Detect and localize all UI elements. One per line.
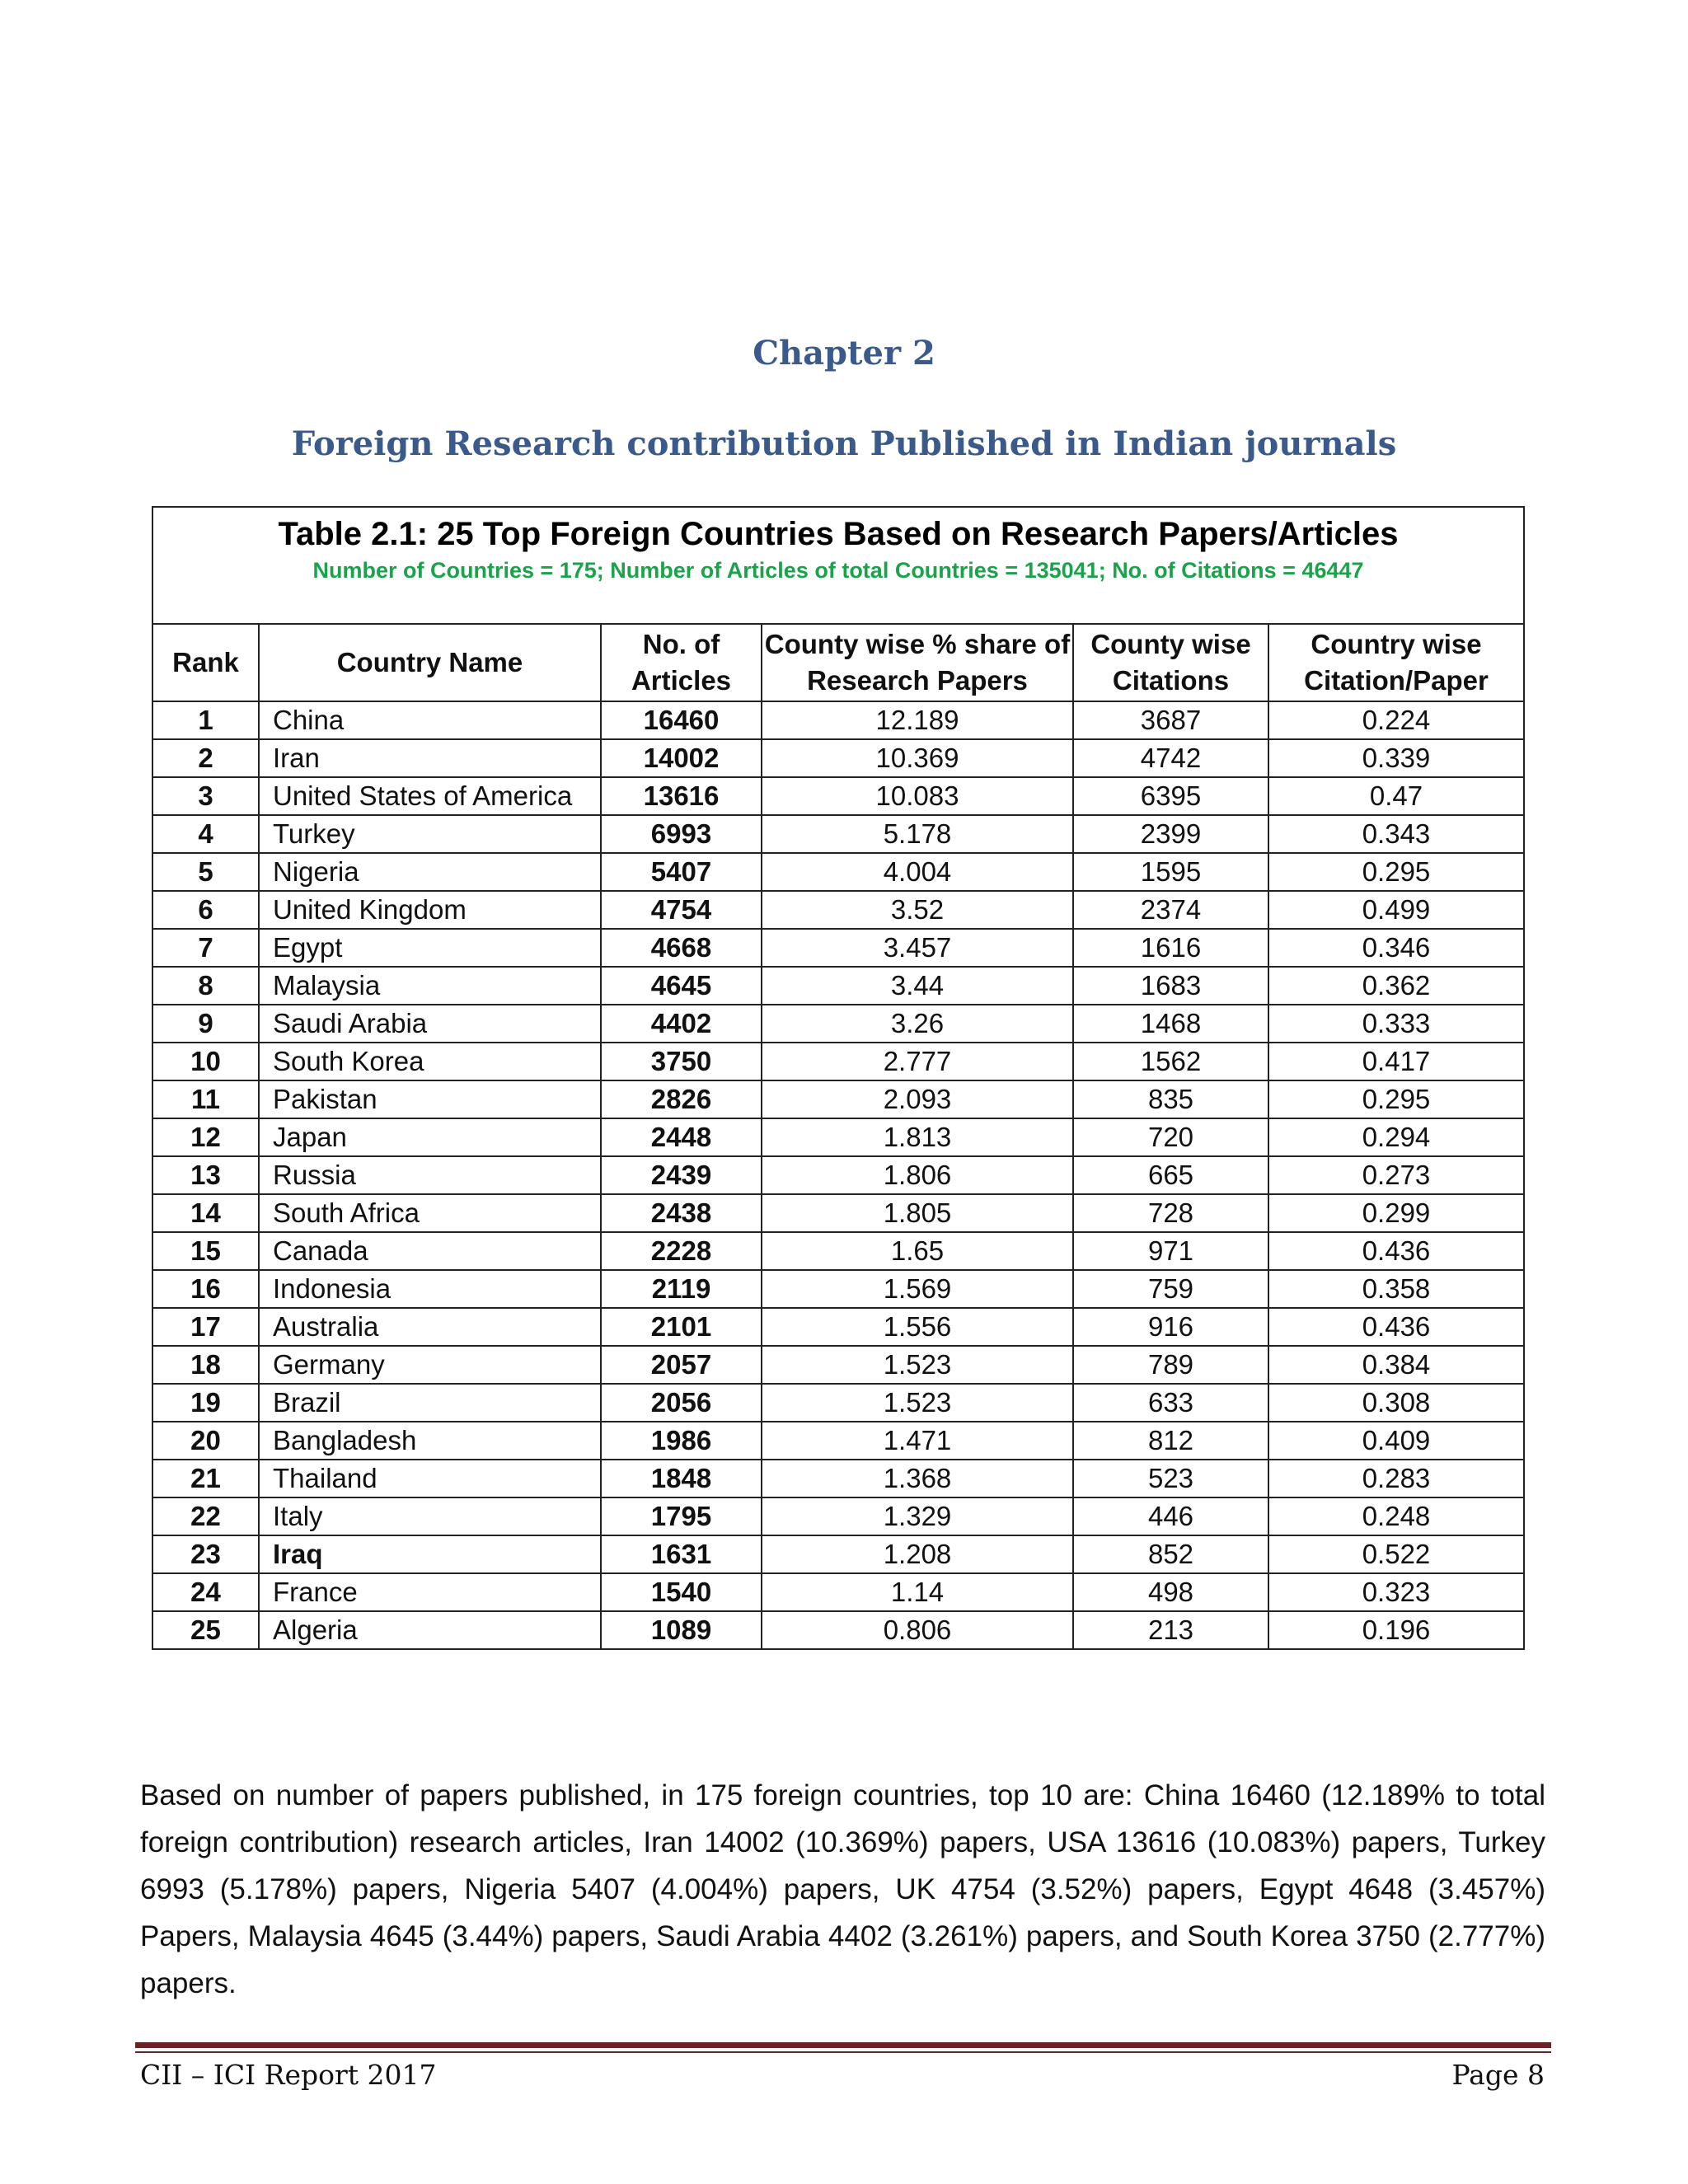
cell-share: 1.523 <box>762 1346 1073 1384</box>
cell-citation-per-paper: 0.362 <box>1268 967 1523 1005</box>
cell-share: 2.777 <box>762 1043 1073 1080</box>
table-body <box>153 701 1523 1648</box>
table-row <box>153 967 1523 1005</box>
cell-share: 1.14 <box>762 1573 1073 1611</box>
cell-rank: 13 <box>153 1156 259 1194</box>
chapter-heading: Chapter 2 <box>753 334 935 373</box>
cell-rank: 15 <box>153 1232 259 1270</box>
table-row <box>153 1270 1523 1308</box>
header-citation-per-paper: Country wise Citation/Paper <box>1268 625 1523 701</box>
cell-citation-per-paper: 0.323 <box>1268 1573 1523 1611</box>
cell-rank: 21 <box>153 1460 259 1497</box>
table-row <box>153 1156 1523 1194</box>
cell-citation-per-paper: 0.499 <box>1268 891 1523 929</box>
cell-citations: 1468 <box>1073 1005 1268 1043</box>
cell-country: Indonesia <box>259 1270 601 1308</box>
cell-citation-per-paper: 0.308 <box>1268 1384 1523 1422</box>
cell-country: Brazil <box>259 1384 601 1422</box>
cell-citations: 1683 <box>1073 967 1268 1005</box>
cell-citations: 971 <box>1073 1232 1268 1270</box>
cell-country: Malaysia <box>259 967 601 1005</box>
cell-share: 1.813 <box>762 1118 1073 1156</box>
cell-citation-per-paper: 0.417 <box>1268 1043 1523 1080</box>
cell-citation-per-paper: 0.409 <box>1268 1422 1523 1460</box>
cell-citations: 2374 <box>1073 891 1268 929</box>
table-row <box>153 739 1523 777</box>
cell-rank: 5 <box>153 853 259 891</box>
cell-articles: 1631 <box>601 1535 762 1573</box>
cell-rank: 17 <box>153 1308 259 1346</box>
cell-articles: 1795 <box>601 1497 762 1535</box>
table-row <box>153 701 1523 739</box>
cell-share: 1.329 <box>762 1497 1073 1535</box>
cell-share: 1.208 <box>762 1535 1073 1573</box>
table-row <box>153 1194 1523 1232</box>
cell-rank: 11 <box>153 1080 259 1118</box>
cell-citations: 720 <box>1073 1118 1268 1156</box>
cell-citations: 213 <box>1073 1611 1268 1648</box>
cell-citation-per-paper: 0.295 <box>1268 1080 1523 1118</box>
cell-citation-per-paper: 0.436 <box>1268 1232 1523 1270</box>
cell-citation-per-paper: 0.294 <box>1268 1118 1523 1156</box>
cell-articles: 3750 <box>601 1043 762 1080</box>
table-row <box>153 1005 1523 1043</box>
cell-articles: 1848 <box>601 1460 762 1497</box>
footer-page-number: Page 8 <box>1451 2059 1545 2091</box>
countries-table-box <box>152 506 1525 1650</box>
cell-articles: 2826 <box>601 1080 762 1118</box>
cell-share: 10.369 <box>762 739 1073 777</box>
table-row <box>153 1346 1523 1384</box>
cell-citation-per-paper: 0.283 <box>1268 1460 1523 1497</box>
table-row <box>153 1043 1523 1080</box>
table-row <box>153 1232 1523 1270</box>
cell-share: 10.083 <box>762 777 1073 815</box>
cell-articles: 1986 <box>601 1422 762 1460</box>
table-row <box>153 1080 1523 1118</box>
cell-articles: 2101 <box>601 1308 762 1346</box>
cell-citations: 446 <box>1073 1497 1268 1535</box>
cell-articles: 6993 <box>601 815 762 853</box>
cell-articles: 13616 <box>601 777 762 815</box>
cell-share: 1.523 <box>762 1384 1073 1422</box>
cell-articles: 1089 <box>601 1611 762 1648</box>
cell-articles: 2057 <box>601 1346 762 1384</box>
cell-country: Egypt <box>259 929 601 967</box>
cell-citations: 3687 <box>1073 701 1268 739</box>
cell-share: 3.44 <box>762 967 1073 1005</box>
cell-citations: 916 <box>1073 1308 1268 1346</box>
cell-country: Germany <box>259 1346 601 1384</box>
cell-citation-per-paper: 0.384 <box>1268 1346 1523 1384</box>
countries-table <box>153 625 1523 1648</box>
header-articles: No. of Articles <box>601 625 762 701</box>
cell-country: United States of America <box>259 777 601 815</box>
cell-citation-per-paper: 0.299 <box>1268 1194 1523 1232</box>
cell-rank: 6 <box>153 891 259 929</box>
cell-rank: 10 <box>153 1043 259 1080</box>
cell-share: 1.805 <box>762 1194 1073 1232</box>
footer-rule <box>135 2042 1551 2048</box>
cell-rank: 19 <box>153 1384 259 1422</box>
table-row <box>153 1535 1523 1573</box>
cell-citations: 633 <box>1073 1384 1268 1422</box>
cell-share: 1.368 <box>762 1460 1073 1497</box>
table-row <box>153 1118 1523 1156</box>
cell-articles: 2056 <box>601 1384 762 1422</box>
chapter-title: Foreign Research contribution Published in Indian journals <box>291 424 1397 463</box>
cell-rank: 24 <box>153 1573 259 1611</box>
cell-share: 1.65 <box>762 1232 1073 1270</box>
cell-citation-per-paper: 0.346 <box>1268 929 1523 967</box>
cell-articles: 2448 <box>601 1118 762 1156</box>
cell-country: Pakistan <box>259 1080 601 1118</box>
cell-citations: 835 <box>1073 1080 1268 1118</box>
table-row <box>153 1611 1523 1648</box>
cell-rank: 18 <box>153 1346 259 1384</box>
cell-rank: 16 <box>153 1270 259 1308</box>
cell-share: 1.471 <box>762 1422 1073 1460</box>
cell-country: Bangladesh <box>259 1422 601 1460</box>
table-row <box>153 815 1523 853</box>
table-summary: Number of Countries = 175; Number of Articles of total Countries = 135041; No. of Citations = 46447 <box>312 558 1364 583</box>
cell-country: Russia <box>259 1156 601 1194</box>
cell-country: United Kingdom <box>259 891 601 929</box>
cell-articles: 4668 <box>601 929 762 967</box>
cell-citations: 4742 <box>1073 739 1268 777</box>
table-row <box>153 929 1523 967</box>
cell-rank: 22 <box>153 1497 259 1535</box>
cell-citations: 498 <box>1073 1573 1268 1611</box>
cell-share: 2.093 <box>762 1080 1073 1118</box>
cell-articles: 5407 <box>601 853 762 891</box>
cell-rank: 23 <box>153 1535 259 1573</box>
cell-citation-per-paper: 0.47 <box>1268 777 1523 815</box>
cell-citation-per-paper: 0.196 <box>1268 1611 1523 1648</box>
cell-citations: 665 <box>1073 1156 1268 1194</box>
cell-country: Turkey <box>259 815 601 853</box>
cell-citation-per-paper: 0.436 <box>1268 1308 1523 1346</box>
cell-share: 12.189 <box>762 701 1073 739</box>
cell-country: Algeria <box>259 1611 601 1648</box>
table-row <box>153 1573 1523 1611</box>
cell-rank: 7 <box>153 929 259 967</box>
table-row <box>153 1422 1523 1460</box>
cell-citations: 1595 <box>1073 853 1268 891</box>
cell-articles: 4645 <box>601 967 762 1005</box>
cell-citation-per-paper: 0.522 <box>1268 1535 1523 1573</box>
cell-rank: 4 <box>153 815 259 853</box>
table-row <box>153 853 1523 891</box>
cell-articles: 2439 <box>601 1156 762 1194</box>
cell-citations: 728 <box>1073 1194 1268 1232</box>
table-row <box>153 777 1523 815</box>
cell-citation-per-paper: 0.273 <box>1268 1156 1523 1194</box>
cell-citation-per-paper: 0.343 <box>1268 815 1523 853</box>
header-share: County wise % share of Research Papers <box>762 625 1073 701</box>
cell-share: 3.26 <box>762 1005 1073 1043</box>
cell-citation-per-paper: 0.358 <box>1268 1270 1523 1308</box>
header-rank: Rank <box>153 625 259 701</box>
cell-country: Japan <box>259 1118 601 1156</box>
cell-citation-per-paper: 0.333 <box>1268 1005 1523 1043</box>
cell-citations: 789 <box>1073 1346 1268 1384</box>
cell-citations: 812 <box>1073 1422 1268 1460</box>
cell-country: Canada <box>259 1232 601 1270</box>
cell-share: 5.178 <box>762 815 1073 853</box>
cell-share: 4.004 <box>762 853 1073 891</box>
cell-citations: 759 <box>1073 1270 1268 1308</box>
cell-share: 1.569 <box>762 1270 1073 1308</box>
cell-rank: 9 <box>153 1005 259 1043</box>
cell-citations: 2399 <box>1073 815 1268 853</box>
cell-country: Nigeria <box>259 853 601 891</box>
cell-country: South Korea <box>259 1043 601 1080</box>
cell-articles: 14002 <box>601 739 762 777</box>
cell-rank: 3 <box>153 777 259 815</box>
cell-country: Australia <box>259 1308 601 1346</box>
cell-citations: 1562 <box>1073 1043 1268 1080</box>
table-row <box>153 1497 1523 1535</box>
cell-citation-per-paper: 0.339 <box>1268 739 1523 777</box>
footer-rule-thin <box>135 2051 1551 2053</box>
cell-country: China <box>259 701 601 739</box>
cell-articles: 2119 <box>601 1270 762 1308</box>
cell-articles: 2228 <box>601 1232 762 1270</box>
cell-share: 3.457 <box>762 929 1073 967</box>
table-row <box>153 1308 1523 1346</box>
table-header-row <box>153 625 1523 701</box>
cell-country: Thailand <box>259 1460 601 1497</box>
cell-rank: 14 <box>153 1194 259 1232</box>
cell-country: Italy <box>259 1497 601 1535</box>
cell-citations: 1616 <box>1073 929 1268 967</box>
cell-rank: 12 <box>153 1118 259 1156</box>
cell-rank: 2 <box>153 739 259 777</box>
cell-share: 1.556 <box>762 1308 1073 1346</box>
cell-country: South Africa <box>259 1194 601 1232</box>
header-citations: County wise Citations <box>1073 625 1268 701</box>
cell-articles: 4402 <box>601 1005 762 1043</box>
cell-citations: 6395 <box>1073 777 1268 815</box>
table-row <box>153 1384 1523 1422</box>
footer-report-name: CII – ICI Report 2017 <box>140 2059 437 2091</box>
cell-citations: 852 <box>1073 1535 1268 1573</box>
cell-rank: 8 <box>153 967 259 1005</box>
cell-country: Iran <box>259 739 601 777</box>
cell-country: France <box>259 1573 601 1611</box>
table-row <box>153 1460 1523 1497</box>
cell-share: 3.52 <box>762 891 1073 929</box>
cell-citations: 523 <box>1073 1460 1268 1497</box>
cell-share: 1.806 <box>762 1156 1073 1194</box>
cell-country: Saudi Arabia <box>259 1005 601 1043</box>
table-row <box>153 891 1523 929</box>
cell-rank: 20 <box>153 1422 259 1460</box>
cell-rank: 1 <box>153 701 259 739</box>
summary-paragraph: Based on number of papers published, in 175 foreign countries, top 10 are: China 16460 (12.189% to total foreign contribution) research articles, Iran 14002 (10.369%) papers, USA 13616 (10.083%) papers, Turkey 6993 (5.178%) papers, Nigeria 5407 (4.004%) papers, UK 4754 (3.52%) papers, Egypt 4648 (3.457%) Papers, Malaysia 4645 (3.44%) papers, Saudi Arabia 4402 (3.261%) papers, and South Korea 3750 (2.777%) papers. <box>140 1779 1545 1999</box>
cell-articles: 1540 <box>601 1573 762 1611</box>
cell-rank: 25 <box>153 1611 259 1648</box>
cell-citation-per-paper: 0.295 <box>1268 853 1523 891</box>
table-caption <box>153 508 1523 625</box>
cell-articles: 2438 <box>601 1194 762 1232</box>
cell-share: 0.806 <box>762 1611 1073 1648</box>
cell-country: Iraq <box>259 1535 601 1573</box>
cell-articles: 16460 <box>601 701 762 739</box>
cell-citation-per-paper: 0.248 <box>1268 1497 1523 1535</box>
header-country: Country Name <box>259 625 601 701</box>
cell-articles: 4754 <box>601 891 762 929</box>
table-title: Table 2.1: 25 Top Foreign Countries Based on Research Papers/Articles <box>278 516 1399 552</box>
cell-citation-per-paper: 0.224 <box>1268 701 1523 739</box>
